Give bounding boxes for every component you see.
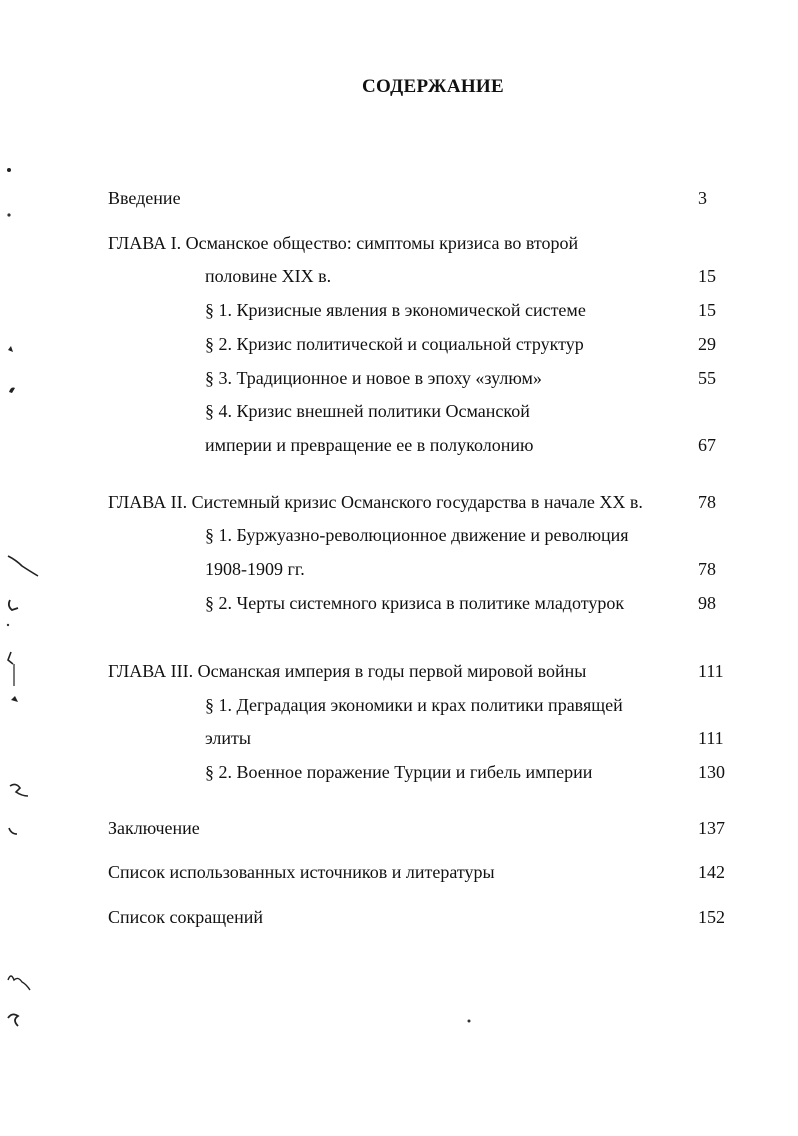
toc-entry-text: § 2. Черты системного кризиса в политике младотурок [205,593,625,613]
toc-entry-text: § 1. Кризисные явления в экономической системе [205,300,586,320]
toc-entry-text: 1908-1909 гг. [205,559,305,579]
toc-entry-page: 142 [698,862,725,882]
toc-entry-text: ГЛАВА III. Османская империя в годы первой мировой войны [108,661,587,681]
toc-entry-text: § 2. Военное поражение Турции и гибель империи [205,762,593,782]
toc-entry-text: Список использованных источников и литературы [108,862,495,882]
toc-entry-page: 29 [698,334,716,354]
toc-entry-page: 152 [698,907,725,927]
toc-entry-text: ГЛАВА II. Системный кризис Османского государства в начале XX в. [108,492,643,512]
toc-entry-page: 78 [698,492,716,512]
toc-entry-page: 111 [698,661,724,681]
toc-entry-text: § 1. Деградация экономики и крах политики правящей [205,695,623,715]
toc-entry-page: 98 [698,593,716,613]
toc-entry-text: § 1. Буржуазно-революционное движение и революция [205,525,629,545]
toc-entry-text: империи и превращение ее в полуколонию [205,435,534,455]
toc-entry-text: Список сокращений [108,907,263,927]
page-title: СОДЕРЖАНИЕ [362,76,504,97]
toc-entry-page: 55 [698,368,716,388]
toc-entry-page: 111 [698,728,724,748]
scan-dot [466,1018,472,1024]
toc-entry-text: ГЛАВА I. Османское общество: симптомы кризиса во второй [108,233,579,253]
scan-margin-specks [0,0,60,1136]
toc-entry-page: 130 [698,762,725,782]
toc-entry-text: Заключение [108,818,200,838]
toc-entry-page: 15 [698,266,716,286]
toc-entry-text: элиты [205,728,251,748]
toc-entry-text: половине XIX в. [205,266,332,286]
toc-entry-page: 67 [698,435,716,455]
toc-entry-text: § 3. Традиционное и новое в эпоху «зулюм» [205,368,542,388]
toc-entry-page: 78 [698,559,716,579]
toc-entry-page: 137 [698,818,725,838]
toc-entry-text: § 4. Кризис внешней политики Османской [205,401,530,421]
toc-entry-text: Введение [108,188,181,208]
toc-entry-page: 15 [698,300,716,320]
toc-entry-page: 3 [698,188,707,208]
toc-entry-text: § 2. Кризис политической и социальной структур [205,334,584,354]
